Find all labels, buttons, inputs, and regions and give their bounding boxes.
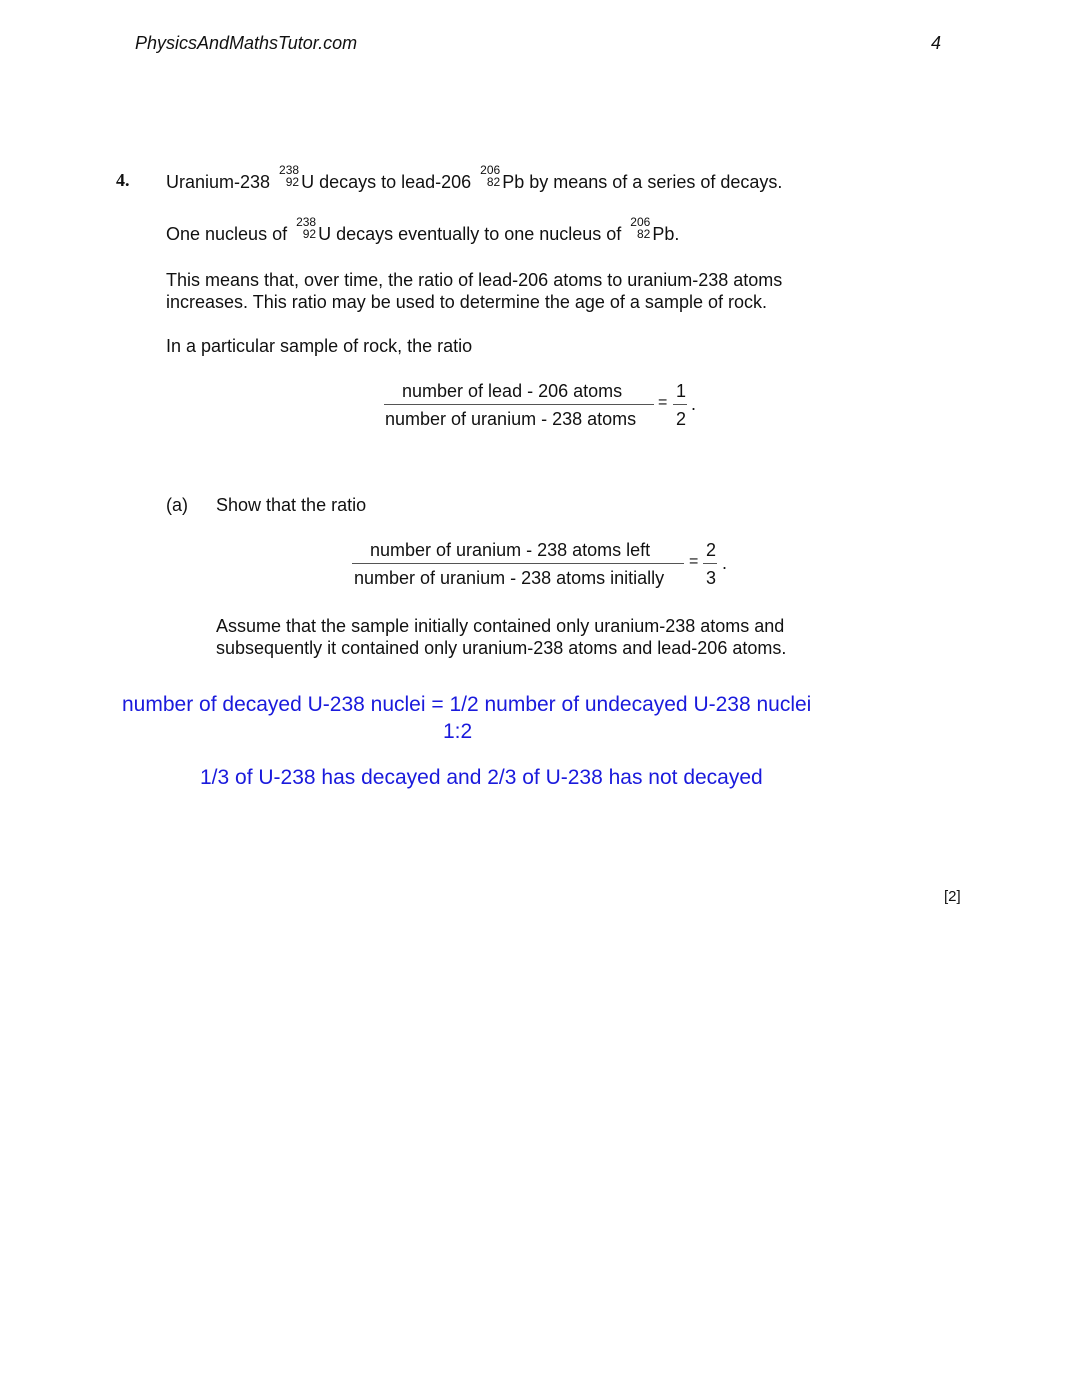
u-atomic-number: 92 <box>285 175 300 189</box>
ratio-explanation-line-2: increases. This ratio may be used to determine the age of a sample of rock. <box>166 292 767 312</box>
pb-atomic-number: 82 <box>486 175 501 189</box>
line2-text-b: decays eventually to one nucleus of <box>336 224 622 244</box>
ratio1-full-stop: . <box>691 394 697 414</box>
ratio2-rhs-denominator: 3 <box>706 568 717 588</box>
question-intro-line <box>166 163 783 193</box>
pb-symbol: Pb <box>502 172 525 192</box>
u-mass-number: 238 <box>279 163 300 177</box>
part-a-text: Show that the ratio <box>216 495 367 515</box>
ratio-explanation-line-1: This means that, over time, the ratio of lead-206 atoms to uranium-238 atoms <box>166 270 783 290</box>
ratio2-equals: = <box>689 553 699 570</box>
lead-nuclide <box>476 163 525 193</box>
ratio2-fraction-bar <box>352 563 684 564</box>
uranium-nuclide <box>275 163 315 193</box>
nucleus-decay-line: One nucleus of 238 92 U decays eventually to one nucleus of 206 82 Pb. <box>166 215 680 244</box>
answer-line-2: 1:2 <box>443 720 473 743</box>
marks-allocation: [2] <box>944 888 961 905</box>
ratio1-rhs-denominator: 2 <box>676 409 687 429</box>
part-a-label: (a) <box>166 495 188 515</box>
intro-text-a: Uranium-238 <box>166 172 271 192</box>
answer-line-3: 1/3 of U-238 has decayed and 2/3 of U-238 has not decayed <box>200 766 763 789</box>
answer-line-1: number of decayed U-238 nuclei = 1/2 number of undecayed U-238 nuclei <box>122 693 812 716</box>
line2-text-a: One nucleus of <box>166 224 288 244</box>
question-number: 4. <box>116 170 130 190</box>
ratio2-rhs-bar <box>703 563 717 564</box>
page-number: 4 <box>931 33 942 53</box>
ratio1-denominator: number of uranium - 238 atoms <box>385 409 637 429</box>
intro-text-c: by means of a series of decays. <box>529 172 783 192</box>
intro-text-b: decays to lead-206 <box>319 172 472 192</box>
sample-ratio-intro: In a particular sample of rock, the ratio <box>166 336 473 356</box>
site-name: PhysicsAndMathsTutor.com <box>135 33 358 53</box>
ratio2-rhs-numerator: 2 <box>706 540 717 560</box>
ratio2-full-stop: . <box>722 553 728 573</box>
ratio2-denominator: number of uranium - 238 atoms initially <box>354 568 665 588</box>
lead-nuclide-2: 206 82 Pb <box>630 215 675 244</box>
pb-mass-number: 206 <box>480 163 501 177</box>
ratio2-numerator: number of uranium - 238 atoms left <box>370 540 651 560</box>
ratio1-equals: = <box>658 394 668 411</box>
ratio1-rhs-numerator: 1 <box>676 381 687 401</box>
ratio1-fraction-bar <box>384 404 654 405</box>
ratio1-numerator: number of lead - 206 atoms <box>402 381 623 401</box>
u-symbol: U <box>301 172 315 192</box>
assumption-line-1: Assume that the sample initially contained only uranium-238 atoms and <box>216 616 785 636</box>
ratio1-rhs-bar <box>673 404 687 405</box>
assumption-line-2: subsequently it contained only uranium-238 atoms and lead-206 atoms. <box>216 638 787 658</box>
uranium-nuclide-2: 238 92 U <box>296 215 332 244</box>
